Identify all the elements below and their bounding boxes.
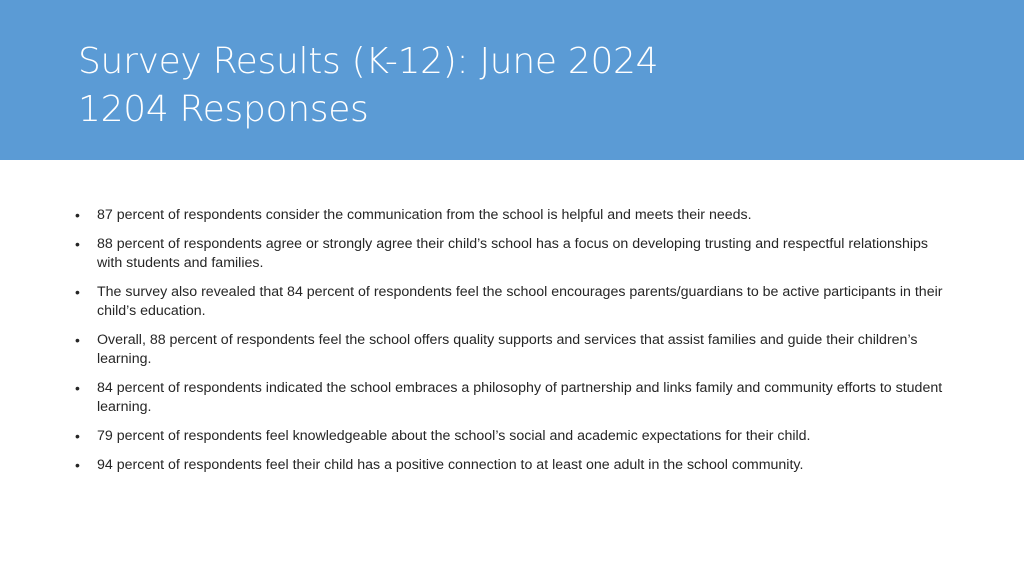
bullet-item — [72, 235, 952, 273]
bullet-text: 84 percent of respondents indicated the school embraces a philosophy of partnership and links family and community efforts to student learning. — [97, 380, 943, 415]
bullet-list — [72, 206, 952, 475]
slide-title — [78, 38, 658, 134]
slide-body — [72, 206, 952, 485]
bullet-marker: • — [75, 457, 80, 473]
bullet-marker: • — [75, 332, 80, 348]
bullet-text: 87 percent of respondents consider the communication from the school is helpful and meets their needs. — [97, 207, 752, 223]
bullet-item — [72, 427, 952, 446]
bullet-marker: • — [75, 284, 80, 300]
title-line-2: 1204 Responses — [78, 89, 369, 130]
title-banner — [0, 0, 1024, 160]
bullet-text: 79 percent of respondents feel knowledgeable about the school’s social and academic expectations for their child. — [97, 428, 811, 444]
bullet-item — [72, 456, 952, 475]
bullet-text: 94 percent of respondents feel their child has a positive connection to at least one adult in the school community. — [97, 457, 804, 473]
bullet-item — [72, 331, 952, 369]
bullet-item — [72, 283, 952, 321]
bullet-text: 88 percent of respondents agree or strongly agree their child’s school has a focus on developing trusting and respectful relationships with students and families. — [97, 236, 929, 271]
title-line-1: Survey Results (K-12): June 2024 — [78, 41, 659, 82]
bullet-marker: • — [75, 207, 80, 223]
bullet-marker: • — [75, 236, 80, 252]
bullet-text: Overall, 88 percent of respondents feel the school offers quality supports and services that assist families and guide their children’s learning. — [97, 332, 918, 367]
bullet-text: The survey also revealed that 84 percent of respondents feel the school encourages parents/guardians to be active participants in their child’s education. — [97, 284, 943, 319]
bullet-marker: • — [75, 380, 80, 396]
bullet-item — [72, 206, 952, 225]
bullet-item — [72, 379, 952, 417]
bullet-marker: • — [75, 428, 80, 444]
